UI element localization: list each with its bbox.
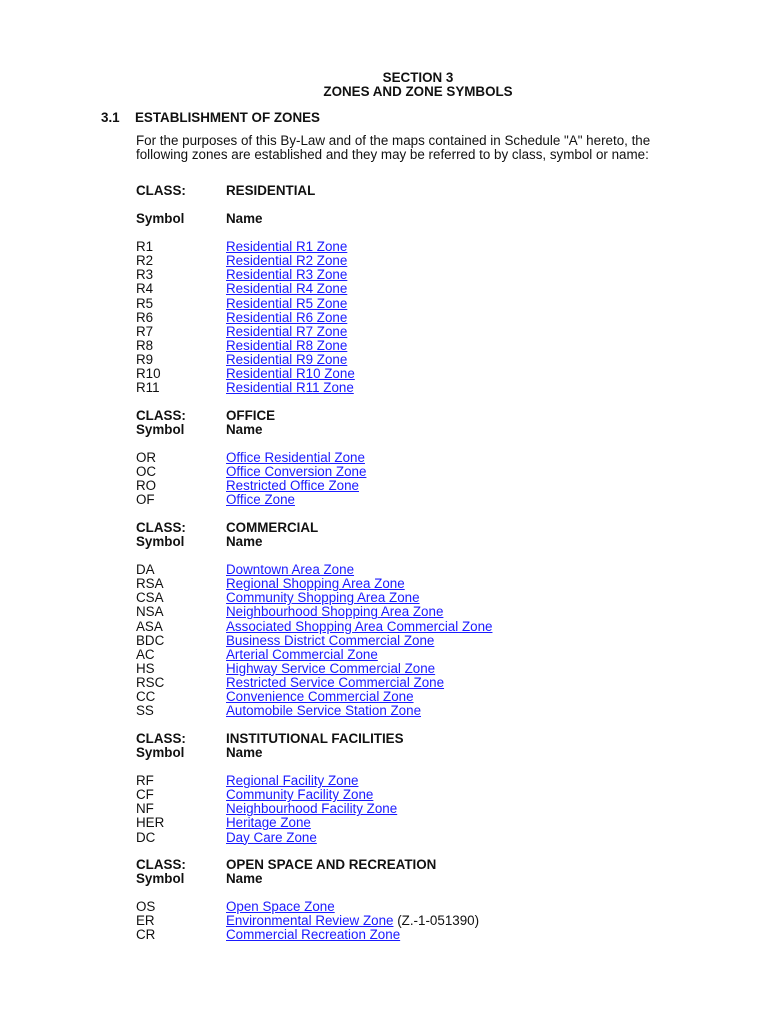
zone-row <box>136 690 696 704</box>
name-column-header: Name <box>226 871 263 887</box>
zone-symbol: R5 <box>136 295 154 311</box>
name-column-header: Name <box>226 534 263 550</box>
zone-name-cell <box>226 914 479 928</box>
zone-symbol: RF <box>136 773 154 789</box>
zone-name-link[interactable]: Residential R6 Zone <box>226 309 348 325</box>
name-column-header: Name <box>226 745 263 761</box>
zone-name-cell <box>226 563 354 577</box>
zone-symbol: HS <box>136 660 155 676</box>
zone-row <box>136 254 696 268</box>
zone-row <box>136 928 696 942</box>
zone-name-link[interactable]: Neighbourhood Shopping Area Zone <box>226 604 444 620</box>
zone-name-cell <box>226 240 347 254</box>
zone-name-cell <box>226 493 295 507</box>
zone-row <box>136 591 696 605</box>
zone-name-link[interactable]: Restricted Office Zone <box>226 478 359 494</box>
zone-name-link[interactable]: Residential R11 Zone <box>226 380 354 396</box>
zone-name-link[interactable]: Residential R3 Zone <box>226 267 348 283</box>
zone-row <box>136 605 696 619</box>
zone-symbol: R1 <box>136 239 154 255</box>
zone-name-cell <box>226 353 347 367</box>
symbol-column-header: Symbol <box>136 745 185 761</box>
zone-name-cell <box>226 297 347 311</box>
zone-list <box>136 240 696 395</box>
subsection-title: ESTABLISHMENT OF ZONES <box>135 110 320 125</box>
class-name: INSTITUTIONAL FACILITIES <box>226 731 404 746</box>
name-column-header: Name <box>226 211 263 227</box>
zone-name-link[interactable]: Residential R10 Zone <box>226 366 355 382</box>
zone-class-residential <box>136 184 696 395</box>
zone-name-cell <box>226 591 420 605</box>
zone-row <box>136 900 696 914</box>
zone-name-cell <box>226 676 444 690</box>
zone-name-link[interactable]: Environmental Review Zone <box>226 913 394 929</box>
section-title: ZONES AND ZONE SYMBOLS <box>323 84 513 99</box>
zone-row <box>136 914 696 928</box>
zone-name-cell <box>226 282 347 296</box>
zone-name-cell <box>226 662 435 676</box>
zone-name-link[interactable]: Residential R1 Zone <box>226 239 348 255</box>
zone-row <box>136 325 696 339</box>
zone-name-cell <box>226 339 347 353</box>
zone-symbol: CF <box>136 787 154 803</box>
zone-symbol: R7 <box>136 323 154 339</box>
zone-name-cell <box>226 465 366 479</box>
zone-name-link[interactable]: Office Conversion Zone <box>226 464 367 480</box>
symbol-column-header: Symbol <box>136 211 185 227</box>
zone-row <box>136 816 696 830</box>
zone-symbol: HER <box>136 815 165 831</box>
zone-name-cell <box>226 311 347 325</box>
name-column-header: Name <box>226 422 263 438</box>
zone-row <box>136 648 696 662</box>
class-name: COMMERCIAL <box>226 520 319 535</box>
zone-name-link[interactable]: Automobile Service Station Zone <box>226 703 422 719</box>
zone-name-cell <box>226 928 400 942</box>
zone-name-link[interactable]: Business District Commercial Zone <box>226 632 435 648</box>
zone-name-link[interactable]: Community Facility Zone <box>226 787 374 803</box>
zone-row <box>136 788 696 802</box>
zone-row <box>136 240 696 254</box>
zone-row <box>136 802 696 816</box>
subsection-heading <box>101 110 320 125</box>
zone-row <box>136 381 696 395</box>
zone-name-link[interactable]: Office Zone <box>226 492 295 508</box>
zone-class-open-space <box>136 858 696 942</box>
zone-symbol: ER <box>136 913 155 929</box>
zone-name-link[interactable]: Residential R4 Zone <box>226 281 348 297</box>
amendment-note: (Z.-1-051390) <box>397 913 480 929</box>
zone-row <box>136 563 696 577</box>
class-label: CLASS: <box>136 857 186 872</box>
zone-name-link[interactable]: Downtown Area Zone <box>226 562 355 578</box>
zone-symbol: DA <box>136 562 155 578</box>
zone-name-link[interactable]: Residential R7 Zone <box>226 323 348 339</box>
class-label: CLASS: <box>136 183 186 198</box>
class-label: CLASS: <box>136 408 186 423</box>
zone-row <box>136 479 696 493</box>
zone-row <box>136 353 696 367</box>
zone-row <box>136 339 696 353</box>
zone-list <box>136 774 696 844</box>
zone-name-cell <box>226 831 317 845</box>
zone-name-link[interactable]: Associated Shopping Area Commercial Zone <box>226 618 493 634</box>
zone-row <box>136 634 696 648</box>
zone-symbol: R6 <box>136 309 154 325</box>
zone-row <box>136 451 696 465</box>
zone-symbol: SS <box>136 703 154 719</box>
zone-row <box>136 704 696 718</box>
section-heading: SECTION 3 <box>382 70 454 85</box>
zone-symbol: NSA <box>136 604 164 620</box>
zone-name-link[interactable]: Highway Service Commercial Zone <box>226 660 436 676</box>
zone-name-cell <box>226 802 397 816</box>
zone-symbol: OR <box>136 450 157 466</box>
zone-symbol: AC <box>136 646 155 662</box>
zone-symbol: R9 <box>136 351 154 367</box>
zone-name-link[interactable]: Open Space Zone <box>226 899 335 915</box>
zone-name-cell <box>226 704 421 718</box>
zone-name-link[interactable]: Community Shopping Area Zone <box>226 590 420 606</box>
zone-name-cell <box>226 605 443 619</box>
zone-name-link[interactable]: Heritage Zone <box>226 815 311 831</box>
intro-paragraph: For the purposes of this By-Law and of the maps contained in Schedule "A" hereto, the following zones are established and they may be referred to by class, symbol or name: <box>136 133 651 162</box>
zone-name-link[interactable]: Residential R2 Zone <box>226 253 348 269</box>
class-label: CLASS: <box>136 520 186 535</box>
zone-name-cell <box>226 325 347 339</box>
zone-symbol: NF <box>136 801 154 817</box>
zone-name-cell <box>226 634 434 648</box>
zone-name-link[interactable]: Day Care Zone <box>226 829 317 845</box>
zone-name-cell <box>226 268 347 282</box>
zone-name-link[interactable]: Regional Facility Zone <box>226 773 359 789</box>
zone-name-cell <box>226 577 405 591</box>
class-name: OFFICE <box>226 408 276 423</box>
zone-row <box>136 367 696 381</box>
zone-name-cell <box>226 254 347 268</box>
zone-row <box>136 311 696 325</box>
zone-symbol: BDC <box>136 632 165 648</box>
symbol-column-header: Symbol <box>136 422 185 438</box>
zone-class-commercial <box>136 521 696 718</box>
zone-name-link[interactable]: Residential R8 Zone <box>226 337 348 353</box>
zone-name-cell <box>226 648 378 662</box>
zone-symbol: RSA <box>136 576 164 592</box>
zone-name-link[interactable]: Convenience Commercial Zone <box>226 689 414 705</box>
zone-row <box>136 662 696 676</box>
zone-symbol: CSA <box>136 590 164 606</box>
zone-row <box>136 774 696 788</box>
zone-row <box>136 465 696 479</box>
zone-row <box>136 676 696 690</box>
zone-name-cell <box>226 774 358 788</box>
class-name: RESIDENTIAL <box>226 183 316 198</box>
symbol-column-header: Symbol <box>136 871 185 887</box>
zone-name-link[interactable]: Commercial Recreation Zone <box>226 927 401 943</box>
zone-symbol: R10 <box>136 366 161 382</box>
zone-symbol: RSC <box>136 674 165 690</box>
zone-list <box>136 451 696 507</box>
zone-class-office <box>136 409 696 508</box>
zone-symbol: CC <box>136 689 156 705</box>
zone-row <box>136 620 696 634</box>
zone-row <box>136 297 696 311</box>
zone-symbol: CR <box>136 927 156 943</box>
zone-name-cell <box>226 381 354 395</box>
zone-symbol: RO <box>136 478 157 494</box>
zone-symbol: OS <box>136 899 156 915</box>
symbol-column-header: Symbol <box>136 534 185 550</box>
zone-row <box>136 831 696 845</box>
zone-name-link[interactable]: Restricted Service Commercial Zone <box>226 674 445 690</box>
zone-list <box>136 900 696 942</box>
zone-row <box>136 577 696 591</box>
zone-name-cell <box>226 900 335 914</box>
zone-name-cell <box>226 816 311 830</box>
zone-name-link[interactable]: Residential R5 Zone <box>226 295 348 311</box>
zone-name-cell <box>226 479 359 493</box>
zone-symbol: R8 <box>136 337 154 353</box>
zone-name-link[interactable]: Regional Shopping Area Zone <box>226 576 405 592</box>
zone-name-cell <box>226 690 414 704</box>
zone-symbol: DC <box>136 829 156 845</box>
zone-symbol: OC <box>136 464 157 480</box>
zone-symbol: R11 <box>136 380 160 396</box>
zone-row <box>136 282 696 296</box>
zone-name-cell <box>226 451 365 465</box>
class-label: CLASS: <box>136 731 186 746</box>
zone-name-link[interactable]: Office Residential Zone <box>226 450 365 466</box>
subsection-number: 3.1 <box>101 110 120 125</box>
zone-name-cell <box>226 367 355 381</box>
zone-name-cell <box>226 788 373 802</box>
zone-symbol: R4 <box>136 281 154 297</box>
zone-symbol: ASA <box>136 618 163 634</box>
zone-list <box>136 563 696 718</box>
zone-symbol: R3 <box>136 267 154 283</box>
zone-row <box>136 493 696 507</box>
zone-symbol: R2 <box>136 253 154 269</box>
zone-row <box>136 268 696 282</box>
zone-name-link[interactable]: Arterial Commercial Zone <box>226 646 378 662</box>
class-name: OPEN SPACE AND RECREATION <box>226 857 437 872</box>
zone-symbol: OF <box>136 492 155 508</box>
zone-name-link[interactable]: Residential R9 Zone <box>226 351 348 367</box>
zone-name-link[interactable]: Neighbourhood Facility Zone <box>226 801 398 817</box>
zone-class-institutional <box>136 732 696 845</box>
zone-name-cell <box>226 620 492 634</box>
